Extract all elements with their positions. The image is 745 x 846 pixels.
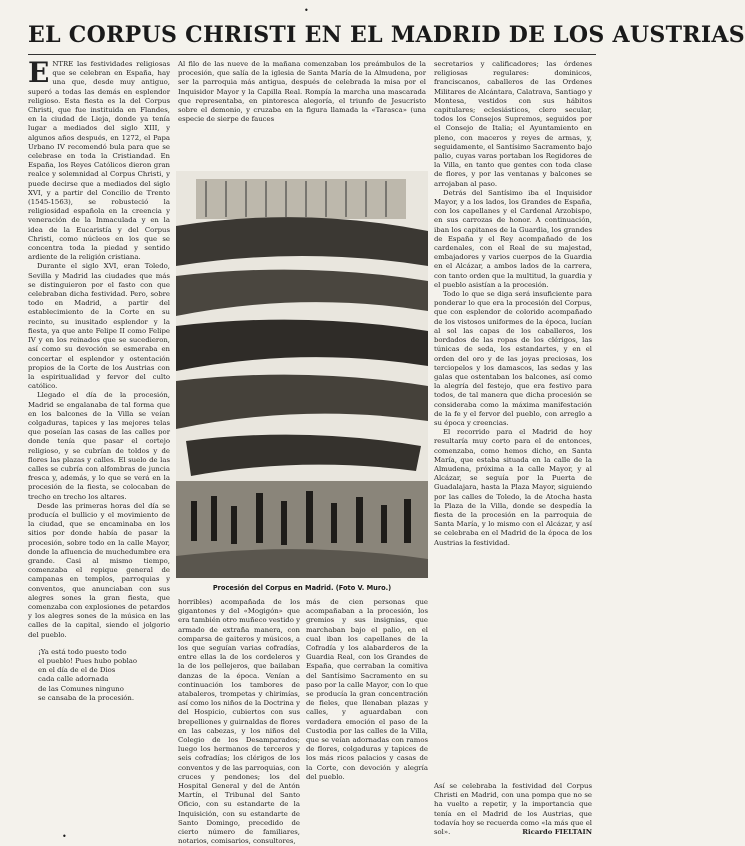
image-caption: Procesión del Corpus en Madrid. (Foto V. Muro.) bbox=[212, 584, 392, 592]
verse-line: cada calle adornada bbox=[38, 675, 109, 684]
col3-paragraph-2: Detrás del Santísimo iba el Inquisidor Mayor, y a los lados, los Grandes de España, con los capellanes y el Cardenal Arzobispo, en sus carrozas de honor. A continuación, iban los capitanes de la Guardia, los grandes de España y el Rey acompañado de los cardenales, con el Real de su majestad, embajadores y varios cuerpos de la Guardia en el Alcázar, a ambos lados de la carrera, con tanto orden que la multitud, la guardia y el pueblo asistían a la procesión. bbox=[434, 188, 592, 289]
verse-line: el pueblo! Pues hubo poblao bbox=[38, 657, 138, 665]
verse-line: en el día de el de Dios bbox=[38, 666, 116, 675]
col3-paragraph-5: Así se celebraba la festividad del Corpus Christi en Madrid, con una pompa que no se ha vuelto a repetir, y la importancia que tenía en el Madrid de los Austrias, que todavía hoy se recuerda como «la más que el sol». bbox=[434, 782, 592, 837]
col2-paragraph: Al filo de las nueve de la mañana comenzaban los preámbulos de la procesión, que salía de la iglesia de Santa María de la Almudena, por ser la parroquia más antigua, después de celebrada la misa por el Inquisidor Mayor y la Capilla Real. Rompía la marcha una mascarada que representaba, en pintoresca alegoría, el triunfo de Jesucristo sobre el demonio, y cruzaba en la figura llamada la «Tarasca» (una especie de sierpe de fauces bbox=[178, 60, 426, 124]
page-mark: • bbox=[62, 832, 67, 841]
author-signature: Ricardo FIELTAIN bbox=[522, 828, 592, 836]
column-1 bbox=[28, 56, 170, 778]
verse-block bbox=[28, 648, 170, 703]
verse-line: de las Comunes ninguno bbox=[38, 684, 124, 693]
headline-rule bbox=[28, 54, 596, 55]
signature-block bbox=[434, 826, 592, 838]
verse-line: se cansaba de la procesión. bbox=[38, 693, 135, 702]
page-mark: • bbox=[304, 6, 309, 15]
col1-paragraph-3: Llegado el día de la procesión, Madrid se engalanaba de tal forma que en los balcones de la Villa se veían colgaduras, tapices y las mejores telas que poseían las casas de las calles por donde tenía que pasar el cortejo religioso, y se cubrían de toldos y de flores las plazas y calles. El suelo de las calles se cubría con alfombras de juncia fresca y, además, y lo que se verá en la procesión de la fiesta, se colocaban de trecho en trecho los altares. bbox=[28, 391, 170, 501]
col1-paragraph-2: Durante el siglo XVI, eran Toledo, Sevilla y Madrid las ciudades que más se distinguieron por el fasto con que celebraban dicha festividad. Pero, sobre todo en Madrid, a partir del establecimiento de la Corte en su recinto, su inusitado esplendor y la fiesta, ya que ante Felipe II como Felipe IV y en los reinados que se sucedieron, así como su devoción se esmeraba en concertar el esplendor y ostentación propios de la Corte de los Austrias con la espiritualidad y fervor del culto católico. bbox=[28, 262, 170, 391]
col3-paragraph-4: El recorrido para el Madrid de hoy resultaría muy corto para el de entonces, comenzaba, como hemos dicho, en Santa María, que estaba situada en la calle de la Almudena, próxima a la calle Mayor, y al Alcázar, se seguía por la Puerta de Guadalajara, hasta la Plaza Mayor, siguiendo por las calles de Toledo, la de Atocha hasta la Plaza de la Villa, donde se despedía la fiesta de la procesión en la parroquia de Santa María, y lo mismo con el Alcázar, y así se celebraba en el Madrid de la época de los Austrias la festividad. bbox=[434, 428, 592, 547]
procession-engraving bbox=[176, 171, 428, 578]
bottom-right-paragraph: más de cien personas que acompañaban a la procesión, los gremios y sus insignias, que marchaban bajo el palio, en el cual iban los capellanes de la Cofradía y los alabarderos de la Guardia Real, con los Grandes de España, que cerraban la comitiva del Santísimo Sacramento en su paso por la calle Mayor, con lo que se producía la gran concentración de fieles, que llenaban plazas y calles, y aguardaban con verdadera emoción el paso de la Custodia por las calles de la Villa, que se veían adornadas con ramos de flores, colgaduras y tapices de los más ricos palacios y casas de la Corte, con devoción y alegría del pueblo. bbox=[306, 598, 428, 781]
bottom-column-right bbox=[306, 598, 428, 830]
drop-cap: E bbox=[28, 56, 50, 89]
verse-line: ¡Ya está todo puesto todo bbox=[38, 647, 127, 656]
col3-paragraph-3: Todo lo que se diga será insuficiente para ponderar lo que era la procesión del Corpus, que con esplendor de colorido acompañado de los vistosos uniformes de la época, lucían al sol las capas de los caballeros, los bordados de las ropas de los clérigos, las túnicas de seda, los estandartes, y en el orden del oro y de las joyas preciosas, los terciopelos y los damascos, las sedas y las galas que ostentaban los balcones, así como la alegría del festejo, que era festivo para todos, de tal manera que dicha procesión se consideraba como la máxima manifestación de la fe y el fervor del pueblo, con arreglo a su época y creencias. bbox=[434, 290, 592, 427]
bottom-column-left bbox=[178, 598, 300, 846]
col3-paragraph-1: secretarios y calificadores; las órdenes religiosas regulares: dominicos, franciscanos, caballeros de las Ordenes Militares de Alcántara, Calatrava, Santiago y Montesa, vestidos con sus hábitos capitulares; eclesiásticos, clero secular, todos los Consejos Supremos, seguidos por el Consejo de Italia; el Ayuntamiento en pleno, con maceros y reyes de armas, y, seguidamente, el Santísimo Sacramento bajo palio, cuyas varas portaban los Regidores de la Villa, en tanto que gentes con toda clase de flores, y por las ventanas y balcones se arrojaban al paso. bbox=[434, 60, 592, 188]
column-3 bbox=[434, 60, 592, 778]
lead-paragraph bbox=[28, 56, 170, 262]
col1-paragraph-1: NTRE las festividades religiosas que se celebran en España, hay una que, desde muy antiguo, superó a todas las demás en esplendor religioso. Esta fiesta es la del Corpus Christi, que fue instituida en Flandes, en la ciudad de Lieja, donde ya tenía lugar a mediados del siglo XIII, y algunos años después, en 1272, el Papa Urbano IV recomendó bula para que se celebrase en toda la Cristiandad. En España, los Reyes Católicos dieron gran realce y solemnidad al Corpus Christi, y puede decirse que a mediados del siglo XVI, y a partir del Concilio de Trento (1545-1563), se robusteció la religiosidad española en la creencia y veneración de la Inmaculada y en la idea de la Eucaristía y del Corpus Christi, como núcleos en los que se concentra toda la piedad y sentido ardiente de la religión cristiana. bbox=[28, 60, 170, 262]
column-2-top bbox=[178, 60, 426, 168]
headline: EL CORPUS CHRISTI EN EL MADRID DE LOS AUSTRIAS bbox=[28, 22, 745, 48]
bottom-left-paragraph: horribles) acompañada de los gigantones y del «Mogigón» que era también otro muñeco vestido y armado de extraña manera, con comparsa de gaiteros y músicos, a los que seguían varias cofradías, entre ellas la de los cordeleros y la de los pellejeros, que bailaban danzas de la época. Venían a continuación los tambores de atabaleros, trompetas y chirimías, así como los niños de la Doctrina y del Hospicio, cubiertos con sus brepelliones y guirnaldas de flores en las cabezas, y los niños del Colegio de los Desamparados; luego los hermanos de terceros y seis cofradías; los clérigos de los conventos y de las parroquias, con cruces y pendones; los del Hospital General y del de Antón Martín, el Tribunal del Santo Oficio, con su estandarte de la Inquisición, con su estandarte de Santo Domingo, precedido de cierto número de familiares, notarios, comisarios, consultores, bbox=[178, 598, 300, 846]
col1-paragraph-4: Desde las primeras horas del día se producía el bullicio y el movimiento de la ciudad, que se encaminaba en los sitios por donde había de pasar la procesión, sobre todo en la calle Mayor, donde la afluencia de muchedumbre era grande. Casi al mismo tiempo, comenzaba el repique general de campanas en templos, parroquias y conventos, que anunciaban con sus alegres sones la gran fiesta, que comenzaba con explosiones de petardos y los alegres sones de la música en las calles de la capital, siendo el jolgorio del pueblo. bbox=[28, 501, 170, 639]
